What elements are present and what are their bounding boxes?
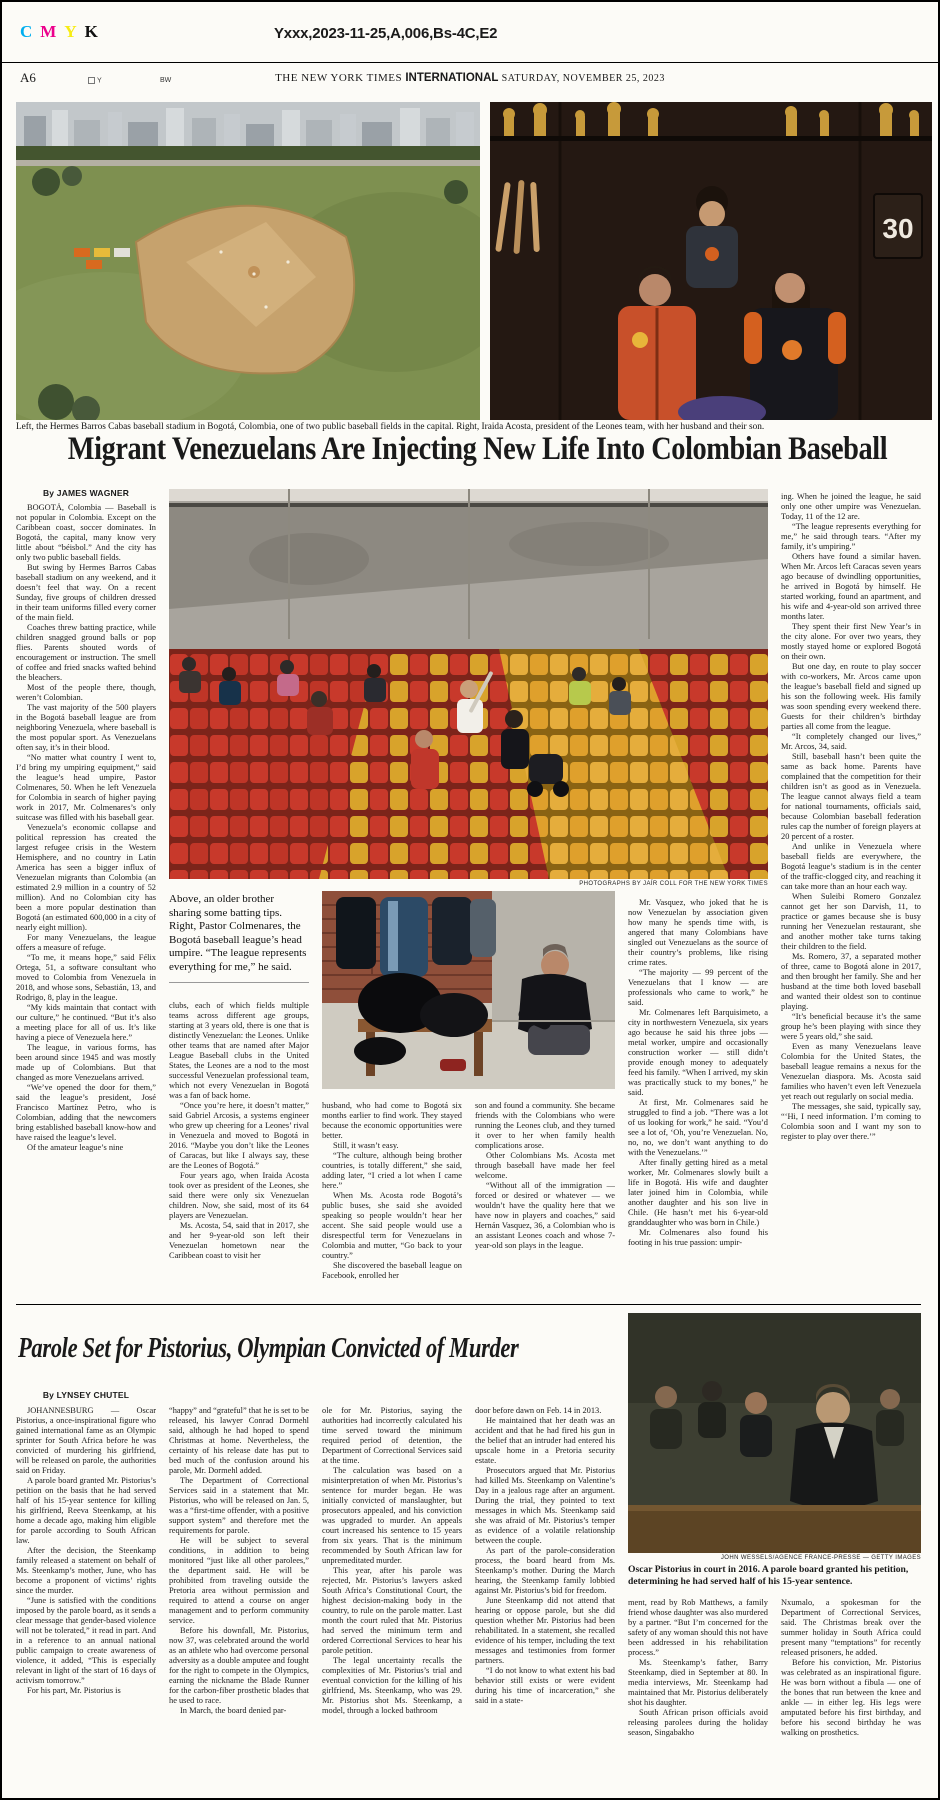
- article1-column-5: [628, 898, 768, 1322]
- article1-column-3: [322, 1101, 462, 1322]
- paragraph: BOGOTÁ, Colombia — Baseball is not popular in Colombia. Except on the Caribbean coast, soccer dominates. In Bogotá, the capital, many know very little about “béisbol.” And the city has only two public baseball fields.: [16, 503, 156, 562]
- paper-name: THE NEW YORK TIMES: [275, 72, 403, 84]
- locker-room-illustration: [322, 891, 615, 1089]
- jersey-number: 30: [882, 213, 914, 244]
- cmyk-registration-marks: [20, 22, 106, 42]
- paragraph: “happy” and “grateful” that he is set to be released, his lawyer Conrad Dormehl said, although he had hoped to spend Christmas at home. Nevertheless, the certainty of his release date has put to bed much of the confusion around his parole, Mr. Dormehl added.: [169, 1406, 309, 1475]
- cyan-mark: C: [20, 22, 34, 41]
- paragraph: For his part, Mr. Pistorius is: [27, 1686, 121, 1695]
- paragraph: When Suleibi Romero Gonzalez cannot get her son Darvish, 11, to practice or games because she is busy running her Venezuelan restaurant, she and another mother take turns taking their children to the field.: [781, 892, 921, 951]
- registration-bw-label: BW: [160, 77, 172, 84]
- paragraph: Even as many Venezuelans leave Colombia for the United States, the baseball league remains a nexus for the Venezuelan diaspora. Ms. Acosta said families who haven’t even left Venezuela yet reach out regularly on social media.: [781, 1042, 921, 1101]
- paragraph: “Without all of the immigration — forced or desired or whatever — we wouldn’t have the quality here that we have now in players and coaches,” said Hernán Vasquez, 36, a Colombian who is an assistant Leones coach and whose 7-year-old son plays in the league.: [475, 1181, 615, 1250]
- paragraph: Nxumalo, a spokesman for the Department of Correctional Services, said. The Christmas break over the summer holiday in South Africa could present many “temptations” for recently released prisoners, he added.: [781, 1598, 921, 1657]
- yellow-mark: Y: [64, 22, 78, 41]
- magenta-mark: M: [40, 22, 58, 41]
- paragraph: After the decision, the Steenkamp family released a statement on behalf of Ms. Steenkamp’s mother, June, who has become a proponent of victims’ rights since the murder.: [16, 1546, 156, 1595]
- section-name: INTERNATIONAL: [405, 72, 499, 84]
- article1-byline: By JAMES WAGNER: [42, 488, 130, 498]
- paragraph: The calculation was based on a misinterpretation of when Mr. Pistorius’s sentence for murder began. He was initially convicted of manslaughter, but prosecutors appealed, and his conviction was upgraded to murder. An appeals court increased his sentence to 15 years from six years. That is the minimum recommended by South African law for unpremeditated murder.: [322, 1466, 462, 1565]
- photo-family-trophies: [490, 102, 932, 420]
- article2-column-1: [16, 1406, 156, 1798]
- article2-column-6: [781, 1598, 921, 1798]
- aerial-stadium-illustration: [16, 102, 480, 420]
- paragraph: The league, in various forms, has been around since 1945 and was mostly made up of Colombians. But that changed as more Venezuelans arrived.: [16, 1043, 156, 1082]
- article2-photo-credit: JOHN WESSELS/AGENCE FRANCE-PRESSE — GETTY IMAGES: [720, 1555, 921, 1561]
- article2-column-2: [169, 1406, 309, 1798]
- photo-strip-caption: Left, the Hermes Barros Cabas baseball stadium in Bogotá, Colombia, one of two public baseball fields in the capital. Right, Iraida Acosta, president of the Leones team, with her husband and their son.: [16, 422, 765, 432]
- paragraph: Others have found a similar haven. When Mr. Arcos left Caracas seven years ago because of dwindling opportunities, he arrived in Bogotá by himself. He started working, found an apartment, and his wife and 4-year-old son arrived three months later.: [781, 552, 921, 621]
- paragraph: Before his downfall, Mr. Pistorius, now 37, was celebrated around the world as an athlete who had overcome personal adversity as a double amputee and fought for the right to compete in the Olympics, earning the nickname the Blade Runner for the carbon-fiber prosthetic blades that he used to race.: [169, 1626, 309, 1705]
- paragraph: “The league represents everything for me,” he said through tears. “After my family, it’s umpiring.”: [781, 522, 921, 551]
- paragraph: She discovered the baseball league on Facebook, enrolled her: [322, 1261, 462, 1280]
- photo-locker-room: [322, 891, 615, 1089]
- paragraph: Of the amateur league’s nine: [27, 1143, 124, 1152]
- paragraph: The legal uncertainty recalls the complexities of Mr. Pistorius’s trial and eventual conviction for the killing of his girlfriend, Ms. Steenkamp, who was 29. Mr. Pistorius shot Ms. Steenkamp, a model, through a locked bathroom: [322, 1656, 462, 1715]
- paragraph: “We’ve opened the door for them,” said the league’s president, José Francisco Martínez Petro, who is Colombian, adding that the newcomers bring established baseball know-how and have raised the league’s level.: [16, 1083, 156, 1142]
- paragraph: The messages, she said, typically say, “‘Hi, I need information. I’m coming to Colombia soon and I want my son to register to play over there.’”: [781, 1102, 921, 1141]
- photo-pistorius-court: [628, 1313, 921, 1553]
- article2-byline: By LYNSEY CHUTEL: [42, 1390, 130, 1400]
- issue-date: SATURDAY, NOVEMBER 25, 2023: [501, 73, 665, 84]
- paragraph: In March, the board denied par-: [180, 1706, 287, 1715]
- article1-photo-credit: PHOTOGRAPHS BY JAÍR COLL FOR THE NEW YORK TIMES: [579, 881, 768, 887]
- paragraph: After finally getting hired as a metal worker, Mr. Colmenares slowly built a life in Bogotá. His wife and daughter later joined him in Colombia, while another daughter and his son live in Chile. (He hasn’t met his 6-year-old granddaughter who was born in Chile.): [628, 1158, 768, 1227]
- paragraph: Still, baseball hasn’t been quite the same as back home. Parents have complained that the competition for their children isn’t as good as in Venezuela. The league cannot always field a team for national tournaments, officials said, because Colombian baseball federation rules cap the number of foreign players at 20 percent of a roster.: [781, 752, 921, 841]
- paragraph: ing. When he joined the league, he said only one other umpire was Venezuelan. Today, 11 of the 12 are.: [781, 492, 921, 521]
- paragraph: Mr. Colmenares also found his footing in his true passion: umpir-: [628, 1228, 768, 1247]
- black-mark: K: [84, 22, 99, 41]
- paragraph: “It completely changed our lives,” Mr. Arcos, 34, said.: [781, 732, 921, 751]
- article2-column-5: [628, 1598, 768, 1798]
- paragraph: son and found a community. She became friends with the Colombians who were running the Leones club, and they turned it over to her when family health complications arose.: [475, 1101, 615, 1150]
- article2-column-3: [322, 1406, 462, 1798]
- article1-headline: Migrant Venezuelans Are Injecting New Life Into Colombian Baseball: [67, 431, 888, 467]
- paragraph: This year, after his parole was rejected, Mr. Pistorius’s lawyers asked South Africa’s Constitutional Court, the highest decision-making body in the country, to rule on the parole matter. Last month the court ruled that Mr. Pistorius had served the minimum term and ordered Correctional Services to hear his parole petition.: [322, 1566, 462, 1655]
- paragraph: “To me, it means hope,” said Félix Ortega, 51, a software consultant who moved to Colombia from Venezuela in 2018, and whose sons, Sebastián, 13, and Rodrigo, 8, play in the league.: [16, 953, 156, 1002]
- article1-column-6: [781, 492, 921, 1322]
- paragraph: South African prison officials avoid releasing parolees during the holiday season, Singabakho: [628, 1708, 768, 1737]
- paragraph: As part of the parole-consideration process, the board heard from Ms. Steenkamp’s mother. During the March hearing, the Steenkamp family lobbied against Mr. Pistorius’s bid for freedom.: [475, 1546, 615, 1595]
- paragraph: Other Colombians Ms. Acosta met through baseball have made her feel welcome.: [475, 1151, 615, 1180]
- paragraph: He maintained that her death was an accident and that he had fired his gun in the belief that an intruder had entered his upscale home in a Pretoria security estate.: [475, 1416, 615, 1465]
- paragraph: The Department of Correctional Services said in a statement that Mr. Pistorius, who will be released on Jan. 5, was a “first-time offender, with a positive support system” and therefore met the requirements for parole.: [169, 1476, 309, 1535]
- registration-y-label: Y: [97, 77, 102, 85]
- paragraph: Coaches threw batting practice, while children snagged ground balls or pop flies. Parents shouted words of encouragement or instruction. The smell of coffee and fried snacks wafted behind the bleachers.: [16, 623, 156, 682]
- article2-column-4: [475, 1406, 615, 1798]
- paragraph: But swing by Hermes Barros Cabas baseball stadium on any weekend, and it doesn’t feel that way. On a recent Sunday, five groups of children dressed in their team uniforms filled every corner of the main field.: [16, 563, 156, 622]
- article-divider-rule: [16, 1304, 921, 1305]
- header-rule: [2, 62, 938, 63]
- press-slug: Yxxx,2023-11-25,A,006,Bs-4C,E2: [274, 25, 498, 42]
- paragraph: But one day, en route to play soccer with co-workers, Mr. Arcos came upon the league’s baseball field and signed up his son the following week. His family was soon spending every weekend there. Guests for their children’s birthday parties all come from the league.: [781, 662, 921, 731]
- bleachers-illustration: [169, 489, 768, 879]
- paragraph: Four years ago, when Iraida Acosta took over as president of the Leones, she said there were only six Venezuelan children. Now, she said, most of its 64 players are Venezuelan.: [169, 1171, 309, 1220]
- paragraph: “I do not know to what extent his bad behavior still exists or were evident during his time of incarceration,” she said in a state-: [475, 1666, 615, 1705]
- photo-aerial-stadium: [16, 102, 480, 420]
- paragraph: Mr. Vasquez, who joked that he is now Venezuelan by association given how many he spends time with, is angered that many Colombians have singled out Venezuelans as the source of their country’s problems, like rising crime rates.: [628, 898, 768, 967]
- paragraph: clubs, each of which fields multiple teams across different age groups, starting at 3 years old, there is one that is distinctly Venezuelan: the Leones. Unlike other teams that are named after Major League Baseball clubs in the United States, the Leones are a nod to the most successful Venezuelan professional team, which not every Venezuelan in Bogotá was a fan of back home.: [169, 1001, 309, 1100]
- article2-photo-caption: Oscar Pistorius in court in 2016. A parole board granted his petition, determining he had served half of his 15-year sentence.: [628, 1564, 909, 1587]
- paragraph: “The culture, although being brother countries, is totally different,” she said, adding later, “I cried a lot when I came here.”: [322, 1151, 462, 1190]
- article1-column-4: [475, 1101, 615, 1322]
- family-portrait-illustration: [490, 102, 932, 420]
- paragraph: Ms. Steenkamp’s father, Barry Steenkamp, died in September at 80. In media interviews, Mr. Steenkamp had maintained that Mr. Pistorius deliberately shot his daughter.: [628, 1658, 768, 1707]
- paragraph: ole for Mr. Pistorius, saying the authorities had incorrectly calculated his time served toward the minimum required period of detention, the Department of Correctional Services said at the time.: [322, 1406, 462, 1465]
- paragraph: Still, it wasn’t easy.: [333, 1141, 399, 1150]
- paragraph: husband, who had come to Bogotá six months earlier to find work. They stayed because the economic opportunities were better.: [322, 1101, 462, 1140]
- paragraph: “No matter what country I went to, I’d bring my umpiring equipment,” said the league’s head umpire, Pastor Colmenares, 50. When he left Venezuela for Colombia in search of higher paying work in 2017, Mr. Colmenares’s only suitcase was filled with his baseball gear.: [16, 753, 156, 822]
- paragraph: door before dawn on Feb. 14 in 2013.: [475, 1406, 602, 1415]
- photo-bleachers: [169, 489, 768, 879]
- paragraph: The vast majority of the 500 players in the Bogotá baseball league are from neighboring Venezuela, where baseball is the most popular sport. As Venezuelans often say, it’s in their blood.: [16, 703, 156, 752]
- paragraph: Mr. Colmenares left Barquisimeto, a city in northwestern Venezuela, six years ago because he said his three jobs — metal worker, umpire and occasionally construction worker — still didn’t provide enough money to adequately feed his family. “When I arrived, my skin was practically stuck to my bones,” he said.: [628, 1008, 768, 1097]
- paragraph: He will be subject to several conditions, in addition to being monitored “just like all other parolees,” the department said. He will be prohibited from traveling outside the Pretoria area without permission and required to attend a course on anger management and to perform community service.: [169, 1536, 309, 1625]
- article1-column-2: [169, 1001, 309, 1322]
- paragraph: June Steenkamp did not attend that hearing or oppose parole, but she did question whether Mr. Pistorius had been rehabilitated. In a statement, she recalled evidence of his temper, including the text messages and testimonies from former partners.: [475, 1596, 615, 1665]
- paragraph: A parole board granted Mr. Pistorius’s petition on the basis that he had served half of his 15-year sentence for killing his girlfriend, Reeva Steenkamp, at his home a decade ago, making him eligible for parole according to South African law.: [16, 1476, 156, 1545]
- paragraph: Ms. Romero, 37, a separated mother of three, came to Bogotá alone in 2017, and then brought her family. She and her husband at the time both loved baseball and wanted their oldest son to continue playing.: [781, 952, 921, 1011]
- paragraph: “It’s beneficial because it’s the same group he’s been playing with since they were 5 years old,” she said.: [781, 1012, 921, 1041]
- courtroom-illustration: [628, 1313, 921, 1553]
- paragraph: And unlike in Venezuela where baseball fields are everywhere, the Bogotá league’s stadium is in the center of the traffic-clogged city, and reaching it can take more than an hour each way.: [781, 842, 921, 891]
- paragraph: They spent their first New Year’s in the city alone. For over two years, they mostly stayed home or explored Bogotá on their own.: [781, 622, 921, 661]
- paragraph: “June is satisfied with the conditions imposed by the parole board, as it sends a clear message that gender-based violence will not be tolerated,” it read in part. And in a reference to an annual national public campaign to create awareness of violence, it added, “This is especially relevant in light of the start of 16 days of activism tomorrow.”: [16, 1596, 156, 1685]
- paragraph: “The majority — 99 percent of the Venezuelans that I know — are professionals who came to work,” he said.: [628, 968, 768, 1007]
- page-number: A6: [20, 70, 36, 85]
- masthead: [2, 72, 938, 84]
- paragraph: “My kids maintain that contact with our culture,” he continued. “But it’s also a meeting place for all of us. It’s like having a piece of Venezuela here.”: [16, 1003, 156, 1042]
- paragraph: At first, Mr. Colmenares said he struggled to find a job. “There was a lot of us looking for work,” he said. “You’d see a lot of, ‘Oh, you’re Venezuelan. No, no, no, we don’t want anything to do with the Venezuelans.’”: [628, 1098, 768, 1157]
- paragraph: JOHANNESBURG — Oscar Pistorius, a once-inspirational figure who gained international fame as an Olympic sprinter for South Africa before he was convicted of murdering his girlfriend, will be released on parole, the authorities said on Friday.: [16, 1406, 156, 1475]
- article1-column-1: [16, 503, 156, 1322]
- article1-inline-caption: Above, an older brother sharing some batting tips. Right, Pastor Colmenares, the Bogotá baseball league’s head umpire. “The league represents everything for me,” he said.: [169, 893, 309, 983]
- article2-headline: Parole Set for Pistorius, Olympian Convicted of Murder: [18, 1332, 519, 1364]
- paragraph: Venezuela’s economic collapse and political repression has created the largest refugee crisis in the Western Hemisphere, and no country in Latin America has seen a bigger influx of Venezuelan migrants than Colombia (an estimated 2.9 million in a country of 52 million). And no Colombian city has been a more popular destination than Bogotá (an estimated 600,000 in a city of nearly eight million).: [16, 823, 156, 932]
- paragraph: Prosecutors argued that Mr. Pistorius had killed Ms. Steenkamp on Valentine’s Day in a jealous rage after an argument. During the trial, they pointed to text messages in which Ms. Steenkamp said she was afraid of Mr. Pistorius’s temper as evidence of a volatile relationship between the couple.: [475, 1466, 615, 1545]
- paragraph: For many Venezuelans, the league offers a measure of refuge.: [16, 933, 156, 952]
- paragraph: ment, read by Rob Matthews, a family friend whose daughter was also murdered by a partner. “But I’m concerned for the safety of any woman should this not have been addressed in his rehabilitation process.”: [628, 1598, 768, 1657]
- paragraph: “Once you’re here, it doesn’t matter,” said Gabriel Arcosis, a systems engineer who grew up cheering for a Leones’ rival in Venezuela and moved to Bogotá in 2016. “Maybe you don’t like the Leones of Caracas, but like I always say, these are the Leones of Bogotá.”: [169, 1101, 309, 1170]
- paragraph: Before his conviction, Mr. Pistorius was celebrated as an inspirational figure. He was born without a fibula — one of the bones that run between the knee and ankle — in either leg. His legs were amputated before his first birthday, and before his second birthday he was walking on prosthetics.: [781, 1658, 921, 1737]
- paragraph: Most of the people there, though, weren’t Colombian.: [16, 683, 156, 702]
- paragraph: Ms. Acosta, 54, said that in 2017, she and her 9-year-old son left their Venezuelan hometown near the Caribbean coast to visit her: [169, 1221, 309, 1260]
- paragraph: When Ms. Acosta rode Bogotá’s public buses, she said she avoided speaking so people wouldn’t hear her accent. She said people would use a disrespectful term for Venezuelans in Colombia and mutter, “Go back to your country.”: [322, 1191, 462, 1260]
